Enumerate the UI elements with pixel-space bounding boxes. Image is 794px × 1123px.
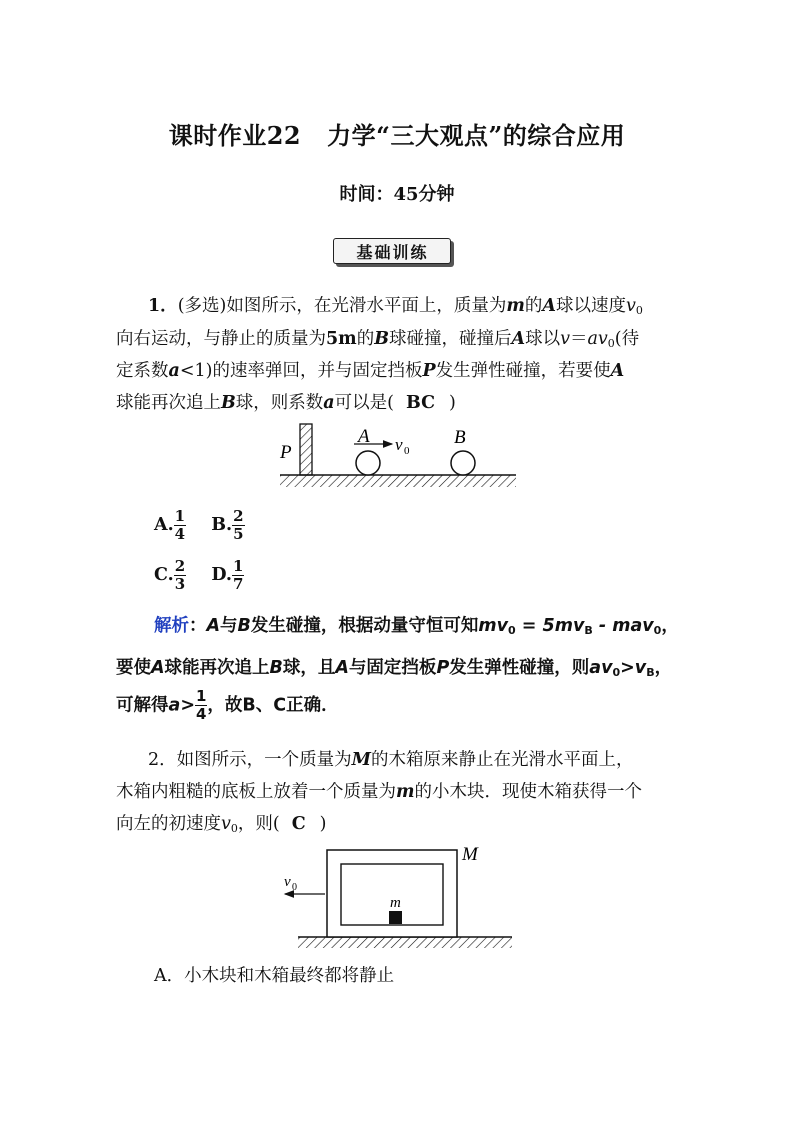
page-title (0, 116, 794, 151)
analysis-label: 解析 (154, 616, 189, 636)
q1-label-a: A (358, 426, 370, 447)
q2-label-m-small: m (390, 895, 401, 911)
option-a-fraction: $\frac{1}{4}$ (174, 507, 186, 543)
section-label: 基础训练 (356, 243, 429, 262)
q2-line-3: 向左的初速度$v_0$，则( C ) (116, 814, 327, 835)
option-c-fraction: $\frac{2}{3}$ (174, 557, 186, 593)
q1-options-row-2: C. $\frac{2}{3}$ D. $\frac{1}{7}$ (154, 557, 244, 593)
q1-line-4: 球能再次追上B球，则系数a可以是( BC ) (116, 393, 456, 413)
q1-label-b: B (454, 427, 466, 448)
q2-block (389, 911, 402, 924)
q1-answer: BC (405, 393, 436, 413)
option-d-fraction: $\frac{1}{7}$ (232, 557, 244, 593)
q2-line-1: 2．如图所示，一个质量为M的木箱原来静止在光滑水平面上， (148, 750, 634, 770)
q1-ball-b (451, 451, 475, 475)
title-topic: 力学“三大观点”的综合应用 (327, 121, 626, 150)
q2-ground-hatch (298, 937, 512, 948)
q1-label-v: v (395, 435, 403, 454)
q2-line-2: 木箱内粗糙的底板上放着一个质量为m的小木块．现使木箱获得一个 (116, 782, 643, 802)
title-lesson: 课时作业22 (168, 121, 302, 150)
section-badge (333, 238, 453, 266)
q1-line-3: 定系数a<1)的速率弹回，并与固定挡板P发生弹性碰撞，若要使A (116, 361, 625, 381)
analysis-fraction: $\frac{1}{4}$ (195, 687, 207, 723)
q1-analysis-line-1: 解析：A与B发生碰撞，根据动量守恒可知$mv_0 = 5mv_B - mav_0$， (154, 616, 679, 637)
q1-analysis-line-2: 要使A球能再次追上B球，且A与固定挡板P发生弹性碰撞，则$av_0>v_B$， (116, 658, 673, 679)
q1-options-row-1: A. $\frac{1}{4}$ B. $\frac{2}{5}$ (154, 507, 244, 543)
time-limit: 时间：45分钟 (339, 184, 455, 205)
q1-ground-hatch (280, 475, 516, 487)
q2-figure (278, 840, 518, 952)
q1-ball-a (356, 451, 380, 475)
q1-line-2: 向右运动，与静止的质量为5m的B球碰撞，碰撞后A球以$v=av_0$(待 (116, 329, 640, 350)
q1-figure (270, 418, 520, 490)
q2-label-v-sub: 0 (292, 882, 297, 893)
q2-label-v: v (284, 874, 291, 890)
q1-barrier (300, 424, 312, 475)
q1-analysis-line-3: 可解得a> $\frac{1}{4}$ ，故B、C正确． (116, 687, 339, 723)
q2-label-m-big: M (462, 844, 478, 865)
q1-line-1: 1．(多选)如图所示，在光滑水平面上，质量为m的A球以速度$v_0$ (148, 296, 643, 317)
q2-option-a: A．小木块和木箱最终都将静止 (154, 966, 395, 986)
q1-label-v-sub: 0 (404, 445, 410, 457)
q1-label-p: P (280, 442, 292, 463)
option-b-fraction: $\frac{2}{5}$ (233, 507, 244, 543)
q2-answer: C (291, 814, 306, 834)
